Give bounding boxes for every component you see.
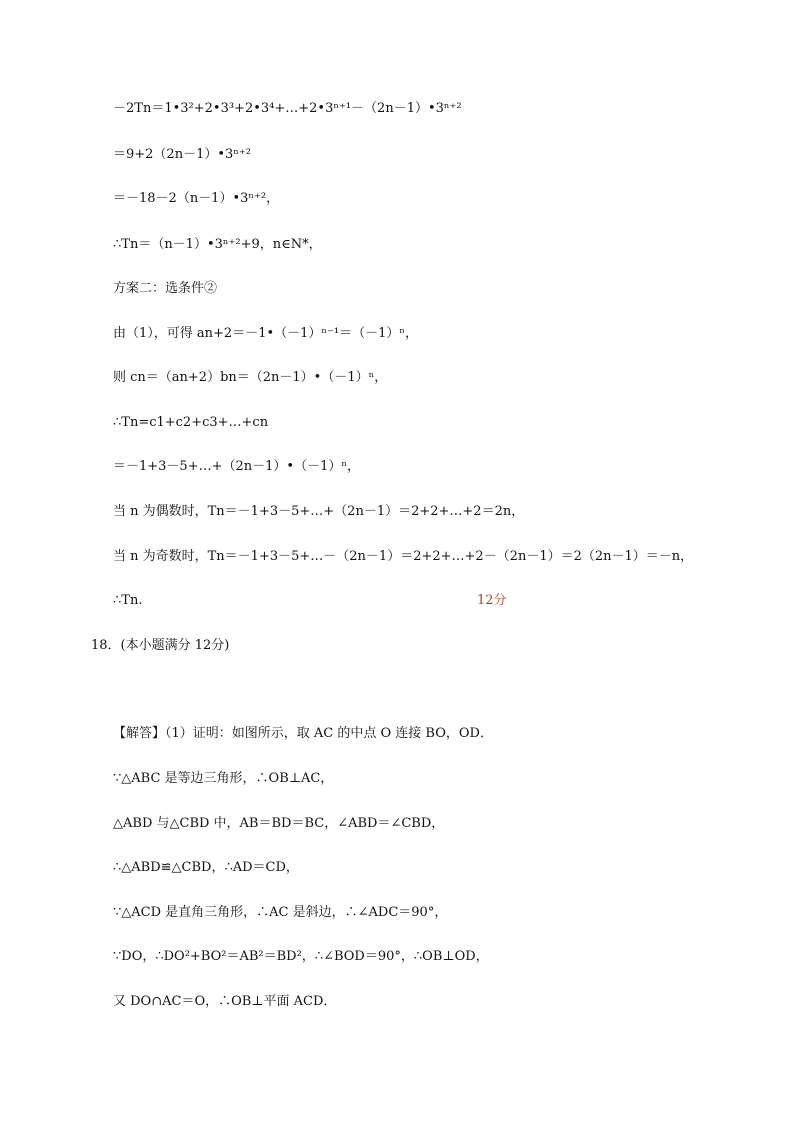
line-3: ＝－18－2（n－1）•3ⁿ⁺²， [113,191,280,206]
line-11: 当 n 为奇数时，Tn＝－1+3－5+…－（2n－1）＝2+2+…+2－（2n－1）＝2（2n－1）＝－n， [113,549,694,564]
solution-line-1: 【解答】（1）证明：如图所示，取 AC 的中点 O 连接 BO，OD． [113,726,493,741]
line-7: 则 cn＝（an+2）bn＝（2n－1）•（－1）ⁿ， [113,370,388,385]
line-9: ＝－1+3－5+…+（2n－1）•（－1）ⁿ， [113,459,360,474]
solution-line-3: △ABD 与△CBD 中，AB＝BD＝BC，∠ABD＝∠CBD， [113,816,445,831]
solution-line-6: ∵DO，∴DO²+BO²＝AB²＝BD²，∴∠BOD＝90°，∴OB⊥OD， [113,949,489,964]
line-8: ∴Tn=c1+c2+c3+…+cn [113,415,269,430]
solution-line-4: ∴△ABD≌△CBD，∴AD＝CD， [113,860,299,875]
line-12: ∴Tn. [113,593,143,608]
solution-line-7: 又 DO∩AC＝O，∴OB⊥平面 ACD． [113,994,337,1009]
line-6: 由（1），可得 an+2＝－1•（－1）ⁿ⁻¹＝（－1）ⁿ， [113,326,418,341]
solution-line-5: ∵△ACD 是直角三角形，∴AC 是斜边，∴∠ADC＝90°， [113,905,448,920]
solution-line-2: ∵△ABC 是等边三角形，∴OB⊥AC， [113,771,334,786]
line-2: ＝9+2（2n－1）•3ⁿ⁺² [113,147,251,162]
line-10: 当 n 为偶数时，Tn＝－1+3－5+…+（2n－1）＝2+2+…+2＝2n， [113,504,525,519]
line-4: ∴Tn＝（n－1）•3ⁿ⁺²+9，n∈N*， [113,237,322,252]
question-heading: 18．(本小题满分 12分) [91,638,230,653]
score-label: 12分 [477,593,507,608]
line-1: －2Tn＝1•3²+2•3³+2•3⁴+…+2•3ⁿ⁺¹－（2n－1）•3ⁿ⁺² [113,101,462,116]
line-5: 方案二：选条件② [113,281,218,296]
